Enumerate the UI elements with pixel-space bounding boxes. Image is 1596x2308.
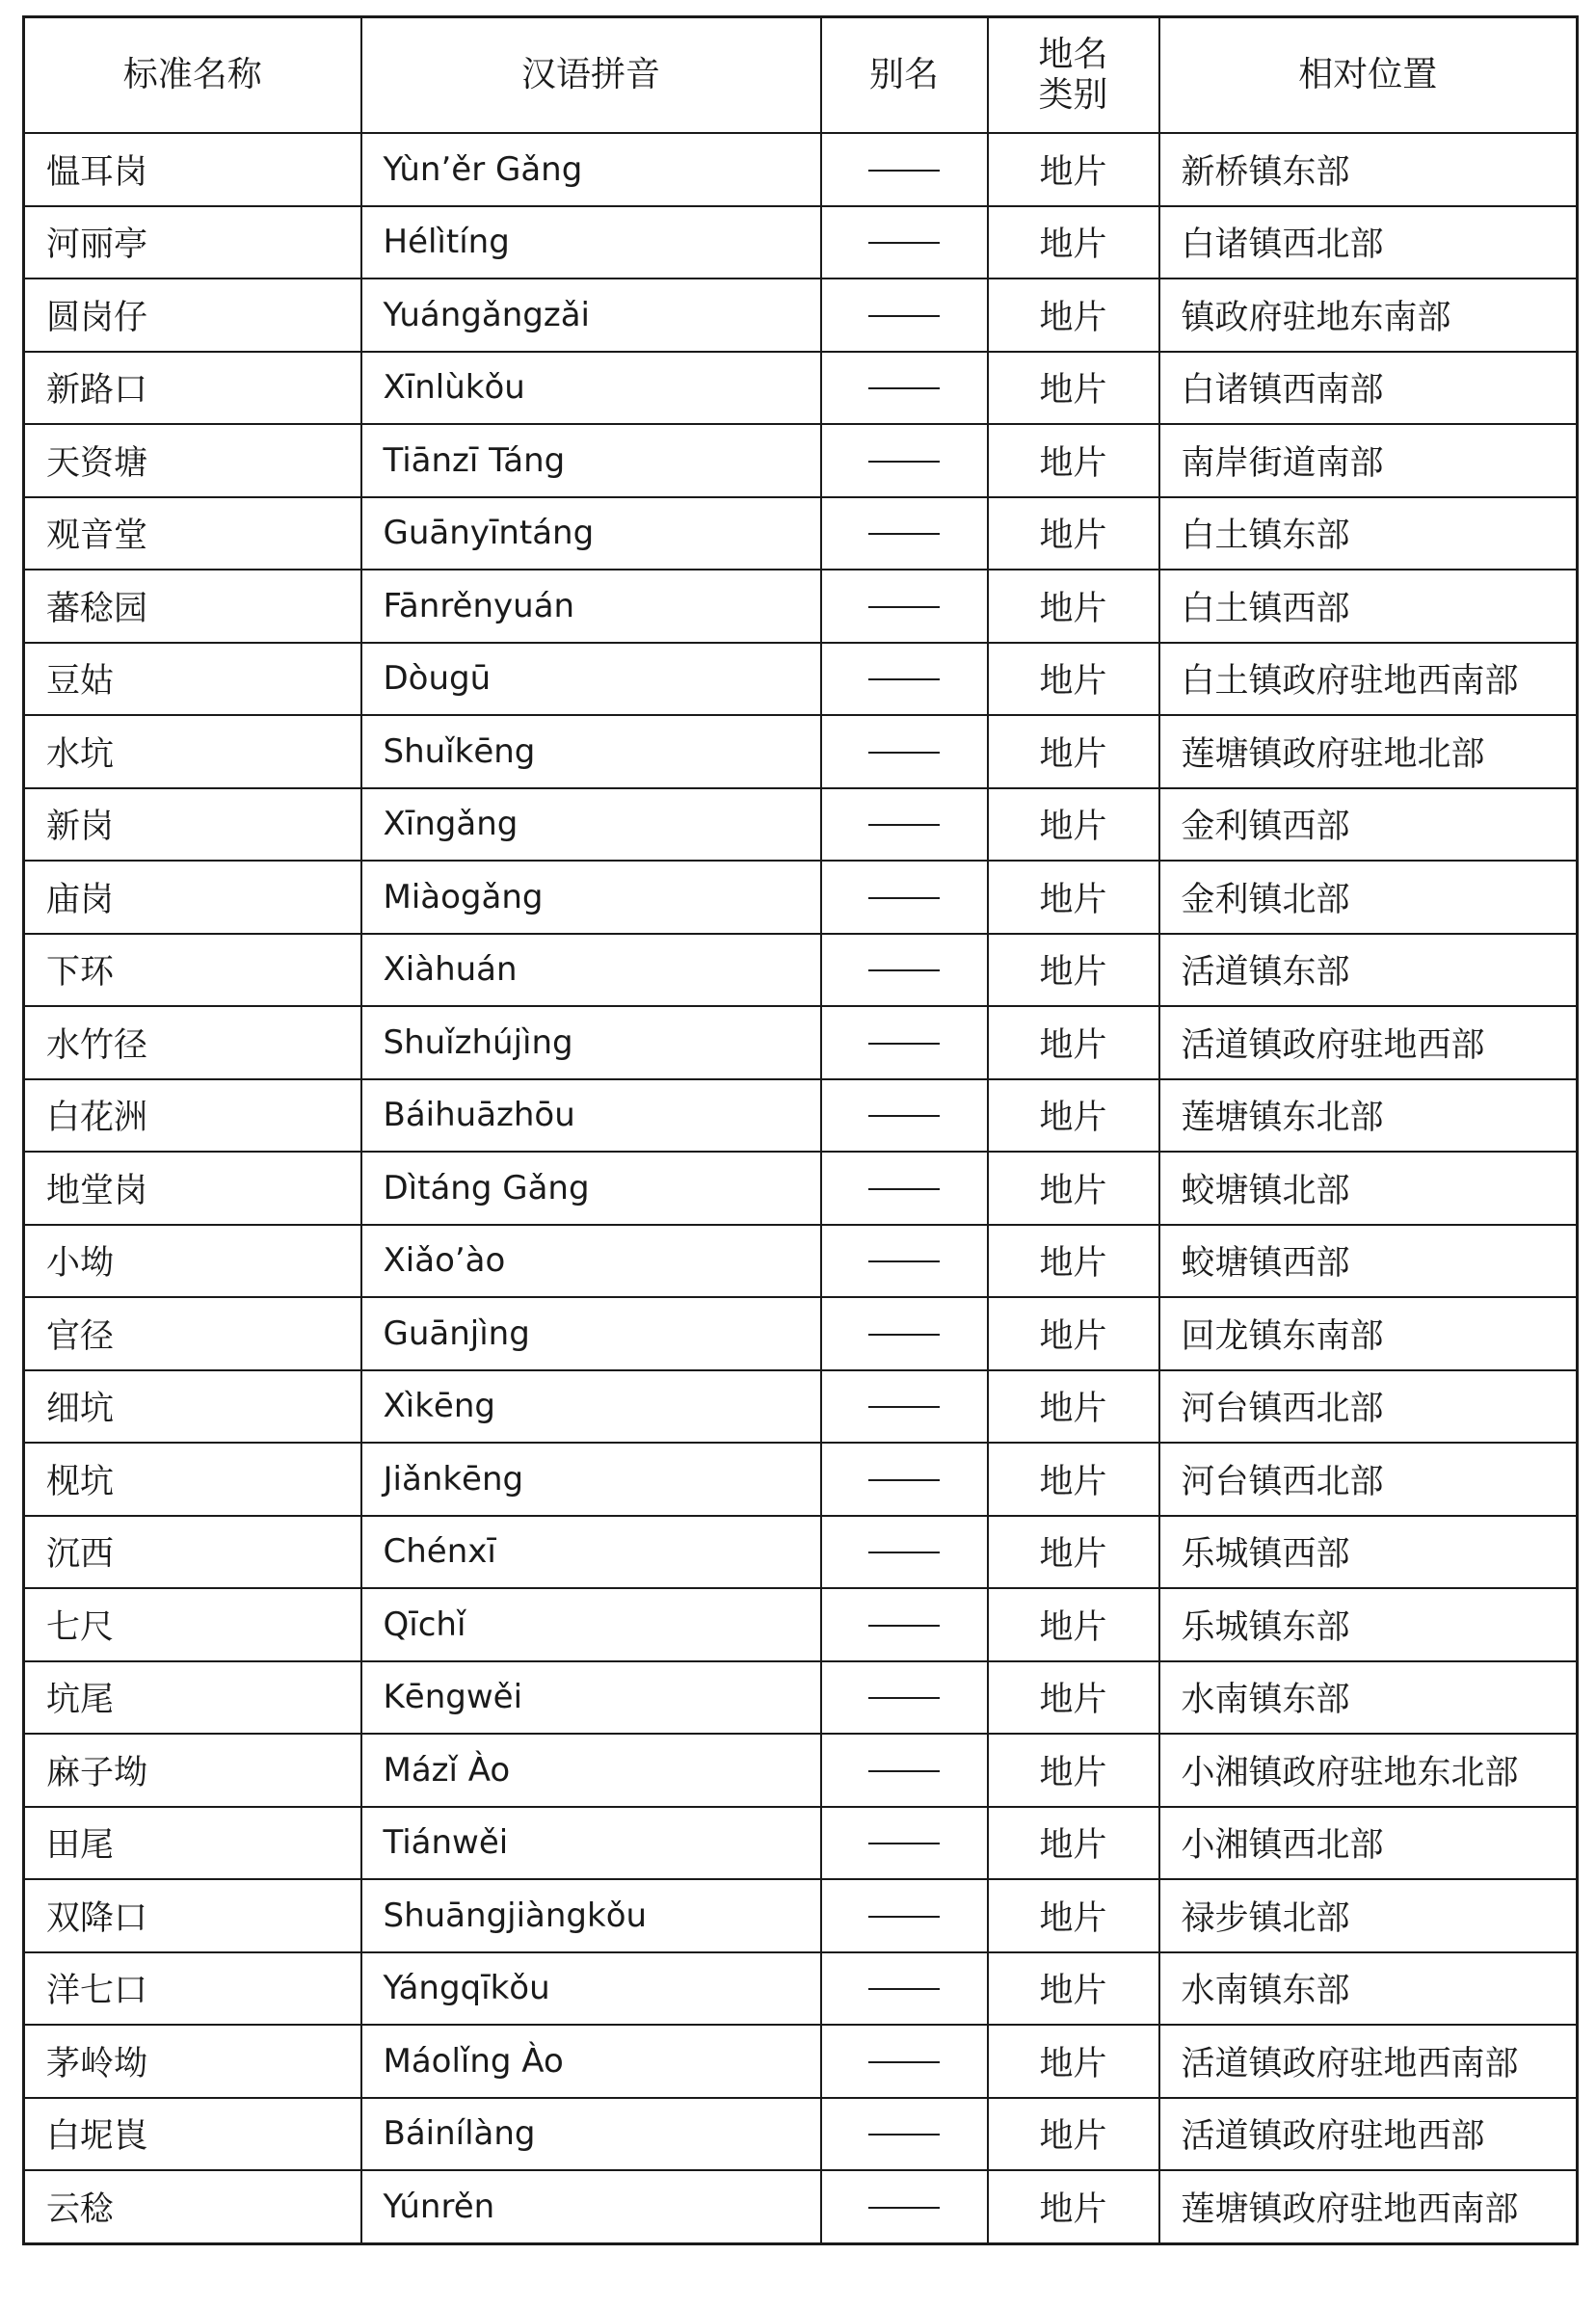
cell-standard-name: 官径	[24, 1297, 361, 1370]
cell-relative-location: 白诸镇西南部	[1159, 352, 1578, 425]
cell-pinyin: Yángqīkǒu	[361, 1952, 821, 2026]
cell-alias	[821, 2098, 988, 2171]
cell-pinyin: Shuǐzhújìng	[361, 1006, 821, 1079]
cell-relative-location: 河台镇西北部	[1159, 1443, 1578, 1516]
cell-standard-name: 沉西	[24, 1516, 361, 1589]
cell-relative-location: 南岸街道南部	[1159, 424, 1578, 497]
cell-standard-name: 观音堂	[24, 497, 361, 570]
alias-empty-dash	[868, 678, 940, 680]
table-row	[24, 1807, 1578, 1880]
cell-place-type: 地片	[988, 643, 1159, 716]
cell-alias	[821, 715, 988, 788]
header-relative-location: 相对位置	[1159, 17, 1578, 134]
cell-alias	[821, 1952, 988, 2026]
cell-standard-name: 坑尾	[24, 1661, 361, 1735]
alias-empty-dash	[868, 461, 940, 463]
alias-empty-dash	[868, 1479, 940, 1481]
cell-pinyin: Qīchǐ	[361, 1588, 821, 1661]
alias-empty-dash	[868, 242, 940, 244]
alias-empty-dash	[868, 969, 940, 971]
cell-pinyin: Báinílàng	[361, 2098, 821, 2171]
cell-standard-name: 天资塘	[24, 424, 361, 497]
cell-pinyin: Tiánwěi	[361, 1807, 821, 1880]
cell-alias	[821, 1443, 988, 1516]
cell-alias	[821, 1370, 988, 1444]
cell-relative-location: 乐城镇东部	[1159, 1588, 1578, 1661]
cell-standard-name: 蕃稔园	[24, 570, 361, 643]
cell-place-type: 地片	[988, 570, 1159, 643]
table-row	[24, 570, 1578, 643]
cell-relative-location: 白诸镇西北部	[1159, 206, 1578, 279]
alias-empty-dash	[868, 1115, 940, 1117]
cell-relative-location: 莲塘镇政府驻地北部	[1159, 715, 1578, 788]
table-body	[24, 133, 1578, 2243]
cell-standard-name: 水坑	[24, 715, 361, 788]
cell-pinyin: Guānjìng	[361, 1297, 821, 1370]
cell-alias	[821, 1225, 988, 1298]
cell-pinyin: Xīngǎng	[361, 788, 821, 862]
cell-relative-location: 活道镇政府驻地西部	[1159, 2098, 1578, 2171]
alias-empty-dash	[868, 2207, 940, 2209]
place-name-table	[22, 15, 1579, 2245]
cell-relative-location: 小湘镇西北部	[1159, 1807, 1578, 1880]
cell-relative-location: 水南镇东部	[1159, 1661, 1578, 1735]
alias-empty-dash	[868, 1625, 940, 1627]
cell-place-type: 地片	[988, 1879, 1159, 1952]
cell-pinyin: Xiàhuán	[361, 934, 821, 1007]
alias-empty-dash	[868, 2134, 940, 2136]
cell-alias	[821, 352, 988, 425]
cell-standard-name: 新路口	[24, 352, 361, 425]
table-row	[24, 206, 1578, 279]
cell-place-type: 地片	[988, 1152, 1159, 1225]
cell-relative-location: 小湘镇政府驻地东北部	[1159, 1734, 1578, 1807]
table-row	[24, 2170, 1578, 2243]
cell-alias	[821, 1734, 988, 1807]
cell-pinyin: Yùn’ěr Gǎng	[361, 133, 821, 206]
cell-place-type: 地片	[988, 1370, 1159, 1444]
cell-alias	[821, 1807, 988, 1880]
cell-place-type: 地片	[988, 2025, 1159, 2098]
cell-place-type: 地片	[988, 2170, 1159, 2243]
alias-empty-dash	[868, 1043, 940, 1045]
cell-place-type: 地片	[988, 715, 1159, 788]
cell-standard-name: 细坑	[24, 1370, 361, 1444]
cell-relative-location: 活道镇东部	[1159, 934, 1578, 1007]
cell-relative-location: 禄步镇北部	[1159, 1879, 1578, 1952]
cell-standard-name: 河丽亭	[24, 206, 361, 279]
cell-place-type: 地片	[988, 133, 1159, 206]
cell-place-type: 地片	[988, 1734, 1159, 1807]
cell-place-type: 地片	[988, 1588, 1159, 1661]
table-row	[24, 1516, 1578, 1589]
cell-relative-location: 金利镇北部	[1159, 861, 1578, 934]
table-row	[24, 1879, 1578, 1952]
cell-standard-name: 白坭崀	[24, 2098, 361, 2171]
table-row	[24, 861, 1578, 934]
table-row	[24, 934, 1578, 1007]
cell-place-type: 地片	[988, 861, 1159, 934]
alias-empty-dash	[868, 1916, 940, 1918]
cell-standard-name: 洋七口	[24, 1952, 361, 2026]
cell-place-type: 地片	[988, 424, 1159, 497]
cell-place-type: 地片	[988, 1952, 1159, 2026]
cell-pinyin: Yúnrěn	[361, 2170, 821, 2243]
cell-alias	[821, 1588, 988, 1661]
table-row	[24, 133, 1578, 206]
table-row	[24, 715, 1578, 788]
cell-pinyin: Shuāngjiàngkǒu	[361, 1879, 821, 1952]
cell-standard-name: 田尾	[24, 1807, 361, 1880]
header-pinyin: 汉语拼音	[361, 17, 821, 134]
table-row	[24, 1588, 1578, 1661]
cell-place-type: 地片	[988, 279, 1159, 352]
cell-alias	[821, 643, 988, 716]
cell-relative-location: 蛟塘镇西部	[1159, 1225, 1578, 1298]
cell-pinyin: Kēngwěi	[361, 1661, 821, 1735]
alias-empty-dash	[868, 1843, 940, 1844]
cell-standard-name: 云稔	[24, 2170, 361, 2243]
header-place-type-line1: 地名	[1038, 35, 1108, 74]
alias-empty-dash	[868, 1260, 940, 1262]
header-alias: 别名	[821, 17, 988, 134]
alias-empty-dash	[868, 606, 940, 608]
cell-pinyin: Jiǎnkēng	[361, 1443, 821, 1516]
alias-empty-dash	[868, 2061, 940, 2063]
alias-empty-dash	[868, 315, 940, 317]
cell-pinyin: Xīnlùkǒu	[361, 352, 821, 425]
cell-relative-location: 白土镇东部	[1159, 497, 1578, 570]
table-row	[24, 1661, 1578, 1735]
cell-pinyin: Fānrěnyuán	[361, 570, 821, 643]
cell-place-type: 地片	[988, 2098, 1159, 2171]
cell-alias	[821, 1516, 988, 1589]
cell-place-type: 地片	[988, 1661, 1159, 1735]
cell-place-type: 地片	[988, 1079, 1159, 1153]
cell-pinyin: Chénxī	[361, 1516, 821, 1589]
alias-empty-dash	[868, 897, 940, 899]
table-row	[24, 1079, 1578, 1153]
alias-empty-dash	[868, 1334, 940, 1336]
cell-standard-name: 愠耳岗	[24, 133, 361, 206]
cell-place-type: 地片	[988, 1006, 1159, 1079]
cell-relative-location: 河台镇西北部	[1159, 1370, 1578, 1444]
cell-place-type: 地片	[988, 1443, 1159, 1516]
cell-place-type: 地片	[988, 1225, 1159, 1298]
alias-empty-dash	[868, 824, 940, 826]
cell-standard-name: 七尺	[24, 1588, 361, 1661]
cell-pinyin: Hélìtíng	[361, 206, 821, 279]
cell-relative-location: 白土镇西部	[1159, 570, 1578, 643]
cell-pinyin: Xìkēng	[361, 1370, 821, 1444]
cell-place-type: 地片	[988, 352, 1159, 425]
cell-alias	[821, 1079, 988, 1153]
cell-pinyin: Tiānzī Táng	[361, 424, 821, 497]
cell-place-type: 地片	[988, 934, 1159, 1007]
cell-relative-location: 新桥镇东部	[1159, 133, 1578, 206]
header-row	[24, 17, 1578, 134]
cell-alias	[821, 497, 988, 570]
header-standard-name: 标准名称	[24, 17, 361, 134]
cell-place-type: 地片	[988, 1297, 1159, 1370]
cell-pinyin: Dìtáng Gǎng	[361, 1152, 821, 1225]
cell-relative-location: 白土镇政府驻地西南部	[1159, 643, 1578, 716]
table-row	[24, 1952, 1578, 2026]
cell-standard-name: 下环	[24, 934, 361, 1007]
alias-empty-dash	[868, 1988, 940, 1990]
cell-alias	[821, 2025, 988, 2098]
table-header	[24, 17, 1578, 134]
table-row	[24, 497, 1578, 570]
cell-place-type: 地片	[988, 788, 1159, 862]
table-row	[24, 279, 1578, 352]
cell-alias	[821, 861, 988, 934]
cell-standard-name: 小坳	[24, 1225, 361, 1298]
cell-alias	[821, 1006, 988, 1079]
table-row	[24, 1225, 1578, 1298]
cell-alias	[821, 133, 988, 206]
table-row	[24, 2098, 1578, 2171]
header-place-type-line2: 类别	[1038, 75, 1108, 115]
cell-standard-name: 枧坑	[24, 1443, 361, 1516]
alias-empty-dash	[868, 533, 940, 535]
cell-relative-location: 水南镇东部	[1159, 1952, 1578, 2026]
table-row	[24, 1152, 1578, 1225]
cell-standard-name: 双降口	[24, 1879, 361, 1952]
cell-pinyin: Báihuāzhōu	[361, 1079, 821, 1153]
cell-relative-location: 乐城镇西部	[1159, 1516, 1578, 1589]
cell-pinyin: Guānyīntáng	[361, 497, 821, 570]
cell-place-type: 地片	[988, 1516, 1159, 1589]
cell-alias	[821, 1297, 988, 1370]
table-row	[24, 1297, 1578, 1370]
table-row	[24, 1443, 1578, 1516]
cell-alias	[821, 1879, 988, 1952]
header-place-type	[988, 17, 1159, 134]
cell-standard-name: 圆岗仔	[24, 279, 361, 352]
cell-pinyin: Xiǎo’ào	[361, 1225, 821, 1298]
alias-empty-dash	[868, 752, 940, 754]
cell-place-type: 地片	[988, 497, 1159, 570]
cell-alias	[821, 424, 988, 497]
cell-standard-name: 麻子坳	[24, 1734, 361, 1807]
cell-standard-name: 豆姑	[24, 643, 361, 716]
cell-relative-location: 活道镇政府驻地西部	[1159, 1006, 1578, 1079]
cell-relative-location: 镇政府驻地东南部	[1159, 279, 1578, 352]
cell-standard-name: 水竹径	[24, 1006, 361, 1079]
cell-pinyin: Yuángǎngzǎi	[361, 279, 821, 352]
cell-pinyin: Shuǐkēng	[361, 715, 821, 788]
cell-place-type: 地片	[988, 1807, 1159, 1880]
cell-pinyin: Máolǐng Ào	[361, 2025, 821, 2098]
table-row	[24, 643, 1578, 716]
cell-relative-location: 活道镇政府驻地西南部	[1159, 2025, 1578, 2098]
cell-relative-location: 蛟塘镇北部	[1159, 1152, 1578, 1225]
table-row	[24, 2025, 1578, 2098]
table-row	[24, 1006, 1578, 1079]
cell-standard-name: 庙岗	[24, 861, 361, 934]
cell-alias	[821, 206, 988, 279]
alias-empty-dash	[868, 170, 940, 172]
cell-place-type: 地片	[988, 206, 1159, 279]
table-row	[24, 352, 1578, 425]
alias-empty-dash	[868, 387, 940, 389]
table-row	[24, 788, 1578, 862]
cell-alias	[821, 788, 988, 862]
cell-alias	[821, 1152, 988, 1225]
cell-pinyin: Mázǐ Ào	[361, 1734, 821, 1807]
alias-empty-dash	[868, 1406, 940, 1408]
table-row	[24, 1370, 1578, 1444]
cell-alias	[821, 2170, 988, 2243]
cell-pinyin: Dòugū	[361, 643, 821, 716]
cell-standard-name: 茅岭坳	[24, 2025, 361, 2098]
table-row	[24, 1734, 1578, 1807]
alias-empty-dash	[868, 1770, 940, 1772]
cell-alias	[821, 570, 988, 643]
cell-standard-name: 新岗	[24, 788, 361, 862]
cell-relative-location: 金利镇西部	[1159, 788, 1578, 862]
alias-empty-dash	[868, 1552, 940, 1553]
cell-alias	[821, 934, 988, 1007]
cell-alias	[821, 1661, 988, 1735]
cell-relative-location: 莲塘镇政府驻地西南部	[1159, 2170, 1578, 2243]
cell-alias	[821, 279, 988, 352]
cell-relative-location: 莲塘镇东北部	[1159, 1079, 1578, 1153]
alias-empty-dash	[868, 1188, 940, 1190]
alias-empty-dash	[868, 1697, 940, 1699]
cell-standard-name: 地堂岗	[24, 1152, 361, 1225]
table-row	[24, 424, 1578, 497]
cell-relative-location: 回龙镇东南部	[1159, 1297, 1578, 1370]
cell-standard-name: 白花洲	[24, 1079, 361, 1153]
cell-pinyin: Miàogǎng	[361, 861, 821, 934]
